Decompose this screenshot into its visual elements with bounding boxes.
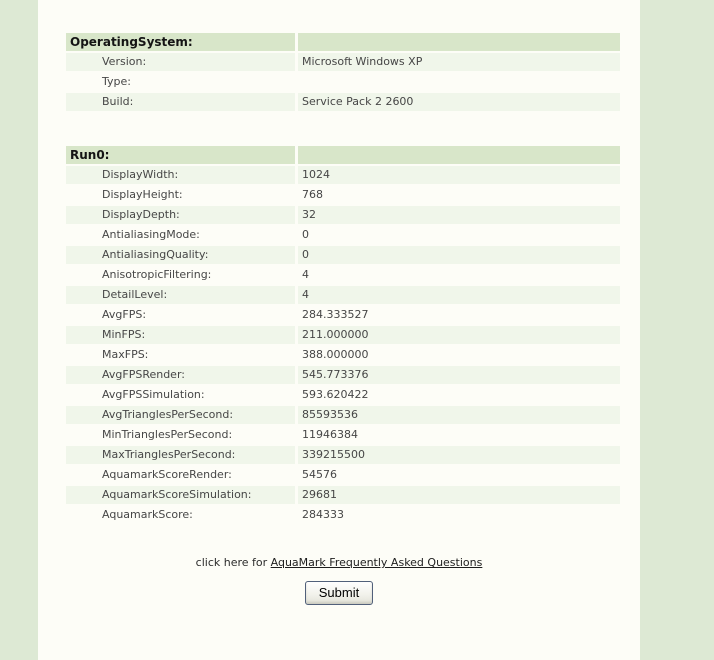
row-value: 11946384 bbox=[302, 428, 358, 441]
row-label: AvgTrianglesPerSecond: bbox=[66, 406, 295, 424]
row-label: AvgFPSRender: bbox=[66, 366, 295, 384]
row-value: 85593536 bbox=[298, 406, 620, 424]
table-row bbox=[66, 226, 620, 244]
row-value: 211.000000 bbox=[298, 326, 620, 344]
row-label: MaxTrianglesPerSecond: bbox=[66, 446, 295, 464]
row-value: 284.333527 bbox=[302, 308, 369, 321]
row-label: Build: bbox=[66, 93, 295, 111]
row-value: 388.000000 bbox=[302, 348, 369, 361]
row-value: 545.773376 bbox=[298, 366, 620, 384]
section-rows bbox=[66, 166, 620, 524]
table-row bbox=[66, 346, 620, 364]
faq-line bbox=[38, 556, 640, 570]
row-label: AquamarkScoreSimulation: bbox=[66, 486, 295, 504]
table-row bbox=[66, 306, 620, 324]
results-table bbox=[66, 33, 620, 524]
row-label: DisplayWidth: bbox=[66, 166, 295, 184]
section-rows bbox=[66, 53, 620, 111]
table-row bbox=[66, 506, 620, 524]
row-value: 284333 bbox=[302, 508, 344, 521]
row-label: MaxFPS: bbox=[102, 348, 149, 361]
section-title: OperatingSystem: bbox=[66, 33, 295, 51]
row-value: 768 bbox=[302, 188, 323, 201]
row-label: Version: bbox=[66, 53, 295, 71]
submit-button[interactable]: Submit bbox=[305, 581, 373, 605]
section-header-spacer bbox=[298, 33, 620, 51]
row-label: Type: bbox=[102, 75, 131, 88]
table-row bbox=[66, 246, 620, 264]
table-row bbox=[66, 446, 620, 464]
row-label: AnisotropicFiltering: bbox=[102, 268, 212, 281]
row-value: 29681 bbox=[298, 486, 620, 504]
row-label: AntialiasingQuality: bbox=[66, 246, 295, 264]
row-value: 4 bbox=[302, 268, 309, 281]
row-value bbox=[298, 73, 620, 91]
section-header bbox=[66, 33, 620, 51]
table-row bbox=[66, 166, 620, 184]
table-row bbox=[66, 386, 620, 404]
table-row bbox=[66, 366, 620, 384]
row-value: 0 bbox=[302, 228, 309, 241]
table-row bbox=[66, 406, 620, 424]
section-header bbox=[66, 146, 620, 164]
row-label: AquamarkScoreRender: bbox=[102, 468, 232, 481]
row-value: 1024 bbox=[298, 166, 620, 184]
row-label: DisplayHeight: bbox=[102, 188, 183, 201]
row-label: DetailLevel: bbox=[66, 286, 295, 304]
row-value: 339215500 bbox=[298, 446, 620, 464]
faq-link-prefix: click here for bbox=[195, 556, 268, 569]
faq-link[interactable]: AquaMark Frequently Asked Questions bbox=[270, 556, 483, 569]
row-value: 54576 bbox=[302, 468, 337, 481]
table-row bbox=[66, 326, 620, 344]
row-label: MinTrianglesPerSecond: bbox=[102, 428, 233, 441]
section-title: Run0: bbox=[66, 146, 295, 164]
row-label: MinFPS: bbox=[66, 326, 295, 344]
table-row bbox=[66, 426, 620, 444]
table-row bbox=[66, 73, 620, 91]
table-row bbox=[66, 266, 620, 284]
footer bbox=[38, 556, 640, 605]
row-label: DisplayDepth: bbox=[66, 206, 295, 224]
row-value: 32 bbox=[298, 206, 620, 224]
table-row bbox=[66, 53, 620, 71]
table-row bbox=[66, 93, 620, 111]
row-value: 593.620422 bbox=[302, 388, 369, 401]
results-section bbox=[66, 146, 620, 524]
table-row bbox=[66, 206, 620, 224]
row-label: AvgFPSSimulation: bbox=[102, 388, 205, 401]
table-row bbox=[66, 186, 620, 204]
row-value: Service Pack 2 2600 bbox=[298, 93, 620, 111]
row-label: AvgFPS: bbox=[102, 308, 147, 321]
table-row bbox=[66, 286, 620, 304]
row-value: 0 bbox=[298, 246, 620, 264]
content-area bbox=[38, 0, 640, 660]
row-value: 4 bbox=[298, 286, 620, 304]
table-row bbox=[66, 486, 620, 504]
section-header-spacer bbox=[298, 146, 620, 164]
row-label: AntialiasingMode: bbox=[102, 228, 200, 241]
table-row bbox=[66, 466, 620, 484]
row-value: Microsoft Windows XP bbox=[298, 53, 620, 71]
row-label: AquamarkScore: bbox=[102, 508, 193, 521]
results-section bbox=[66, 33, 620, 111]
